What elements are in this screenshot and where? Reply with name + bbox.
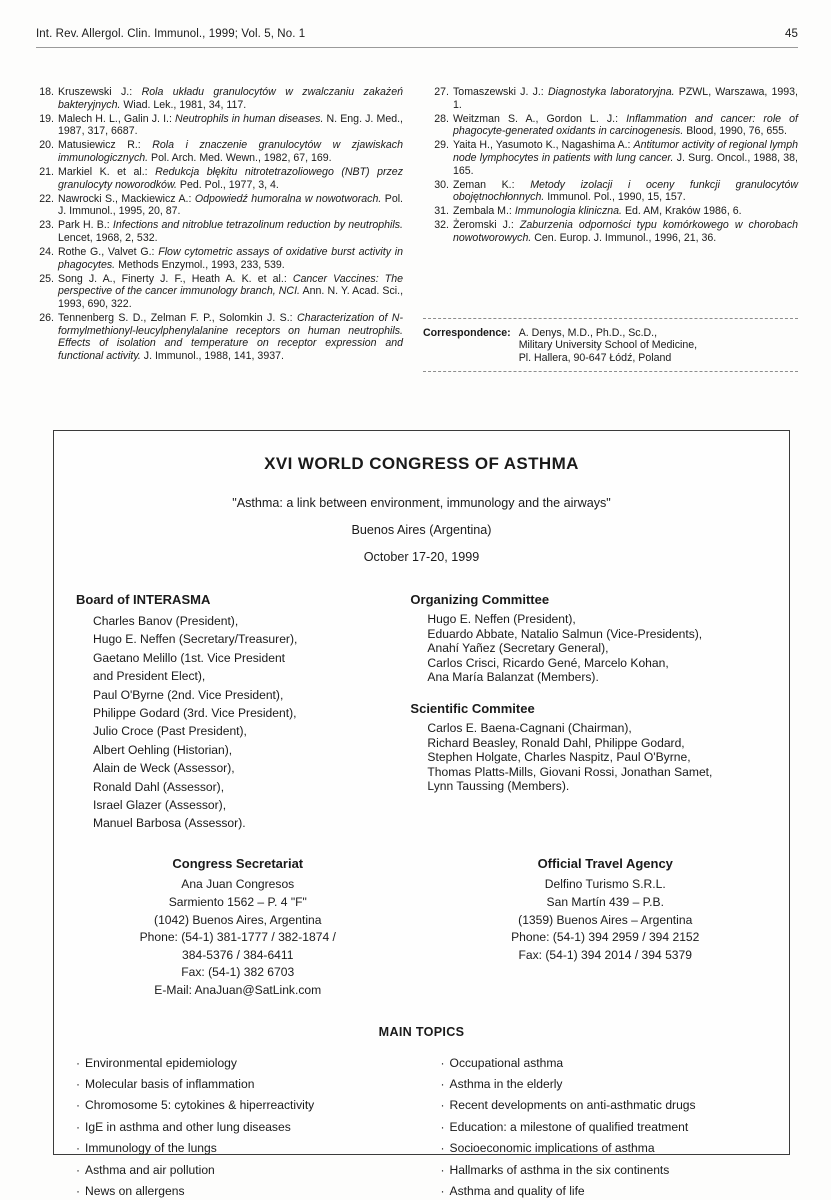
correspondence-bottom-rule: [423, 371, 798, 372]
reference-source: J. Immunol., 1988, 141, 3937.: [140, 349, 284, 362]
bullet-icon: ·: [440, 1077, 445, 1092]
reference-entry: [36, 113, 403, 138]
running-head: [36, 28, 798, 40]
board-member: Charles Banov (President),: [93, 614, 239, 628]
scientific-committee-heading: Scientific Commitee: [410, 700, 535, 716]
main-topics-column-left: [76, 1053, 415, 1202]
reference-number: 31.: [434, 205, 449, 218]
reference-title: Neutrophils in human diseases.: [175, 112, 324, 125]
board-member-list: [76, 612, 410, 833]
travel-agency-line: Delfino Turismo S.R.L.: [544, 877, 666, 892]
main-topic-label: IgE in asthma and other lung diseases: [85, 1119, 291, 1134]
board-member: and President Elect),: [93, 669, 206, 684]
main-topic-item: [441, 1160, 780, 1181]
reference-number: 30.: [434, 178, 449, 191]
reference-authors: Rothe G., Valvet G.:: [58, 246, 159, 259]
main-topic-item: [76, 1138, 415, 1159]
scientific-committee-member: Thomas Platts-Mills, Giovani Rossi, Jonathan Samet,: [427, 764, 713, 779]
congress-location: Buenos Aires (Argentina): [351, 523, 492, 537]
reference-number: 23.: [39, 219, 54, 232]
travel-agency-heading: Official Travel Agency: [537, 855, 673, 871]
travel-agency-line: San Martín 439 – P.B.: [546, 895, 664, 910]
reference-source: Blood, 1990, 76, 655.: [683, 125, 787, 138]
bullet-icon: ·: [76, 1055, 81, 1070]
header-rule: [36, 47, 798, 48]
reference-entry: [36, 273, 403, 311]
main-topic-label: Asthma and quality of life: [449, 1184, 585, 1199]
reference-column-left: [36, 86, 403, 364]
reference-number: 24.: [39, 246, 54, 259]
reference-entry: [36, 246, 403, 271]
main-topic-label: Immunology of the lungs: [85, 1141, 217, 1156]
reference-title: Rola i znaczenie granulocytów w zjawiskach immunologicznych.: [58, 139, 403, 164]
board-member: Philippe Godard (3rd. Vice President),: [93, 706, 297, 721]
main-topic-label: Socioeconomic implications of asthma: [449, 1141, 655, 1156]
board-member: Albert Oehling (Historian),: [93, 742, 233, 757]
main-topic-item: [441, 1095, 780, 1116]
reference-entry: [36, 139, 403, 164]
reference-authors: Tennenberg S. D., Zelman F. P., Solomkin J. S.:: [58, 312, 298, 325]
reference-title: Redukcja błękitu nitrotetrazoliowego (NBT) przez granulocyty noworodków.: [58, 166, 403, 191]
bullet-icon: ·: [440, 1119, 445, 1134]
organizing-committee-member: Hugo E. Neffen (President),: [427, 612, 576, 626]
main-topic-label: Hallmarks of asthma in the six continents: [449, 1162, 670, 1177]
organizing-committee-member: Ana María Balanzat (Members).: [427, 670, 599, 685]
reference-title: Odpowiedź humoralna w nowotworach.: [194, 192, 382, 205]
scientific-committee-member: Richard Beasley, Ronald Dahl, Philippe Godard,: [427, 735, 685, 750]
main-topics-column-right: [415, 1053, 780, 1202]
travel-agency-line: Phone: (54-1) 394 2959 / 394 2152: [511, 930, 700, 945]
main-topic-label: Education: a milestone of qualified treatment: [449, 1119, 689, 1134]
scientific-committee-member: Lynn Taussing (Members).: [427, 779, 570, 794]
reference-source: Ed. AM, Kraków 1986, 6.: [622, 205, 742, 218]
secretariat-line: Phone: (54-1) 381-1777 / 382-1874 /: [139, 930, 336, 945]
reference-authors: Matusiewicz R.:: [58, 139, 153, 152]
congress-announcement-box: [53, 430, 790, 1199]
main-topic-item: [76, 1095, 415, 1116]
bullet-icon: ·: [76, 1184, 81, 1199]
reference-entry: [431, 113, 798, 138]
reference-number: 26.: [39, 312, 54, 325]
main-topic-item: [441, 1181, 780, 1202]
reference-authors: Zembala M.:: [453, 205, 515, 218]
main-topic-label: News on allergens: [85, 1184, 185, 1199]
reference-number: 27.: [434, 86, 449, 98]
reference-entry: [431, 86, 798, 111]
correspondence-line: A. Denys, M.D., Ph.D., Sc.D.,: [518, 327, 658, 339]
reference-entry: [431, 219, 798, 244]
board-member: Ronald Dahl (Assessor),: [93, 779, 225, 794]
secretariat-line: 384-5376 / 384-6411: [182, 947, 294, 962]
scientific-committee-member: Carlos E. Baena-Cagnani (Chairman),: [427, 720, 632, 735]
travel-agency-line: (1359) Buenos Aires – Argentina: [518, 912, 693, 927]
main-topic-label: Molecular basis of inflammation: [85, 1077, 255, 1092]
reference-title: Characterization of N-formylmethionyl-leucylphenylalanine receptors on human neutrophils. Effects of isolation and temperature on receptor expression and functional activity.: [58, 312, 403, 362]
reference-source: Ann. N. Y. Acad. Sci., 1993, 690, 322.: [58, 285, 404, 310]
main-topic-label: Asthma in the elderly: [449, 1077, 563, 1092]
reference-authors: Markiel K. et al.:: [58, 166, 156, 179]
reference-authors: Malech H. L., Galin J. I.:: [58, 112, 176, 125]
reference-number: 22.: [39, 192, 54, 205]
bullet-icon: ·: [76, 1098, 81, 1113]
reference-title: Metody izolacji i oceny funkcji granulocytów obojętnochłonnych.: [453, 178, 798, 204]
reference-entry: [36, 219, 403, 244]
organizing-committee-list: [410, 612, 771, 685]
scientific-committee-member: Stephen Holgate, Charles Naspitz, Paul O'Byrne,: [427, 750, 691, 765]
reference-title: Diagnostyka laboratoryjna.: [547, 86, 675, 98]
reference-number: 21.: [39, 166, 54, 179]
reference-source: Lencet, 1968, 2, 532.: [58, 232, 158, 245]
board-member: Paul O'Byrne (2nd. Vice President),: [93, 687, 284, 702]
secretariat-heading: Congress Secretariat: [172, 855, 304, 871]
organizing-committee-member: Eduardo Abbate, Natalio Salmun (Vice-Presidents),: [427, 626, 703, 641]
travel-agency-line: Fax: (54-1) 394 2014 / 394 5379: [518, 947, 692, 962]
reference-authors: Nawrocki S., Mackiewicz A.:: [58, 192, 195, 205]
correspondence-block: [423, 318, 798, 372]
main-topic-item: [76, 1181, 415, 1202]
bullet-icon: ·: [76, 1141, 81, 1156]
reference-number: 29.: [434, 139, 449, 152]
main-topic-item: [441, 1117, 780, 1138]
reference-source: Pol. J. Immunol., 1995, 20, 87.: [58, 192, 404, 218]
reference-entry: [36, 86, 403, 111]
correspondence-line: Military University School of Medicine,: [518, 339, 698, 352]
reference-title: Infections and nitroblue tetrazolinum reduction by neutrophils.: [112, 219, 403, 232]
reference-source: Ped. Pol., 1977, 3, 4.: [176, 178, 279, 191]
reference-authors: Yaita H., Yasumoto K., Nagashima A.:: [453, 139, 634, 152]
bullet-icon: ·: [440, 1055, 445, 1070]
correspondence-address: [519, 327, 697, 364]
main-topics-section: [54, 1053, 789, 1202]
travel-agency-lines: [422, 876, 790, 964]
reference-number: 18.: [39, 86, 54, 98]
reference-entry: [431, 139, 798, 177]
reference-entry: [36, 166, 403, 191]
reference-title: Cancer Vaccines: The perspective of the cancer immunology branch, NCI.: [58, 272, 403, 298]
secretariat-line: Sarmiento 1562 – P. 4 "F": [168, 895, 307, 910]
reference-number: 19.: [39, 112, 54, 125]
reference-entry: [431, 179, 798, 204]
secretariat-block: [54, 855, 422, 1000]
reference-title: Inflammation and cancer: role of phagocyte-generated oxidants in carcinogenesis.: [453, 112, 798, 138]
reference-number: 25.: [39, 272, 54, 285]
bullet-icon: ·: [440, 1184, 445, 1199]
reference-source: Pol. Arch. Med. Wewn., 1982, 67, 169.: [148, 151, 332, 164]
scientific-committee-list: [410, 721, 771, 794]
reference-source: Methods Enzymol., 1993, 233, 539.: [115, 258, 285, 271]
board-member: Manuel Barbosa (Assessor).: [93, 816, 246, 831]
main-topic-item: [441, 1138, 780, 1159]
reference-authors: Park H. B.:: [58, 219, 113, 232]
main-topic-label: Chromosome 5: cytokines & hiperreactivity: [85, 1098, 315, 1113]
main-topic-label: Environmental epidemiology: [85, 1055, 237, 1070]
main-topics-heading: MAIN TOPICS: [378, 1024, 465, 1039]
secretariat-line: E-Mail: AnaJuan@SatLink.com: [154, 983, 322, 998]
contacts-section: [54, 855, 789, 1000]
board-member: Gaetano Melillo (1st. Vice President: [93, 650, 286, 665]
reference-title: Zaburzenia odporności typu komórkowego w chorobach nowotworowych.: [453, 219, 799, 245]
correspondence-label: Correspondence:: [423, 327, 511, 339]
main-topic-label: Occupational asthma: [449, 1055, 564, 1070]
bullet-icon: ·: [440, 1141, 445, 1156]
travel-agency-block: [422, 855, 790, 1000]
reference-source: PZWL, Warszawa, 1993, 1.: [453, 86, 798, 111]
reference-source: N. Eng. J. Med., 1987, 317, 6687.: [58, 112, 403, 138]
reference-source: Cen. Europ. J. Immunol., 1996, 21, 36.: [531, 232, 717, 245]
reference-number: 20.: [39, 139, 54, 152]
reference-title: Immunologia kliniczna.: [514, 205, 622, 218]
reference-entry: [36, 312, 403, 362]
board-member: Hugo E. Neffen (Secretary/Treasurer),: [93, 632, 298, 647]
bullet-icon: ·: [76, 1162, 81, 1177]
congress-date: October 17-20, 1999: [363, 550, 480, 564]
board-member: Israel Glazer (Assessor),: [93, 798, 227, 813]
main-topic-item: [76, 1117, 415, 1138]
secretariat-line: (1042) Buenos Aires, Argentina: [154, 912, 322, 927]
reference-source: J. Surg. Oncol., 1988, 38, 165.: [453, 151, 799, 177]
organizing-committee-member: Carlos Crisci, Ricardo Gené, Marcelo Kohan,: [427, 655, 669, 670]
reference-title: Antitumor activity of regional lymph node lymphocytes in patients with lung cancer.: [453, 139, 798, 164]
secretariat-line: Ana Juan Congresos: [181, 877, 295, 892]
reference-source: Immunol. Pol., 1990, 15, 157.: [544, 191, 686, 204]
reference-source: Wiad. Lek., 1981, 34, 117.: [120, 98, 247, 111]
page-number: 45: [785, 28, 798, 40]
reference-authors: Song J. A., Finerty J. F., Heath A. K. et al.:: [58, 272, 293, 285]
main-topic-label: Asthma and air pollution: [85, 1162, 215, 1177]
secretariat-lines: [54, 876, 422, 999]
bullet-icon: ·: [440, 1162, 445, 1177]
organizing-committee-member: Anahí Yañez (Secretary General),: [427, 641, 609, 656]
reference-authors: Tomaszewski J. J.:: [453, 86, 548, 98]
bullet-icon: ·: [440, 1098, 445, 1113]
reference-authors: Żeromski J.:: [453, 219, 520, 232]
secretariat-line: Fax: (54-1) 382 6703: [181, 965, 295, 980]
main-topic-item: [76, 1053, 415, 1074]
board-member: Julio Croce (Past President),: [93, 724, 247, 739]
congress-subtitle: "Asthma: a link between environment, immunology and the airways": [232, 496, 611, 510]
committees-section: [54, 592, 789, 833]
reference-authors: Kruszewski J.:: [58, 86, 142, 98]
main-topic-item: [441, 1053, 780, 1074]
reference-title: Rola układu granulocytów w zwalczaniu zakażeń bakteryjnych.: [58, 86, 403, 111]
board-member: Alain de Weck (Assessor),: [93, 761, 235, 776]
reference-number: 32.: [434, 219, 449, 232]
board-column: [76, 592, 410, 833]
board-heading: Board of INTERASMA: [76, 592, 211, 607]
journal-citation: Int. Rev. Allergol. Clin. Immunol., 1999; Vol. 5, No. 1: [36, 28, 306, 40]
bullet-icon: ·: [76, 1077, 81, 1092]
committee-column: [410, 592, 771, 833]
main-topic-label: Recent developments on anti-asthmatic drugs: [449, 1098, 696, 1113]
reference-title: Flow cytometric assays of oxidative burst activity in phagocytes.: [58, 246, 403, 271]
reference-authors: Weitzman S. A., Gordon L. J.:: [453, 112, 627, 125]
correspondence-line: Pl. Hallera, 90-647 Łódź, Poland: [518, 351, 672, 364]
reference-authors: Zeman K.:: [453, 178, 531, 191]
reference-number: 28.: [434, 112, 449, 125]
reference-entry: [431, 205, 798, 218]
main-topic-item: [76, 1074, 415, 1095]
congress-title: XVI WORLD CONGRESS OF ASTHMA: [264, 454, 579, 473]
organizing-committee-heading: Organizing Committee: [410, 592, 550, 607]
reference-entry: [36, 193, 403, 218]
bullet-icon: ·: [76, 1119, 81, 1134]
main-topic-item: [441, 1074, 780, 1095]
main-topic-item: [76, 1160, 415, 1181]
